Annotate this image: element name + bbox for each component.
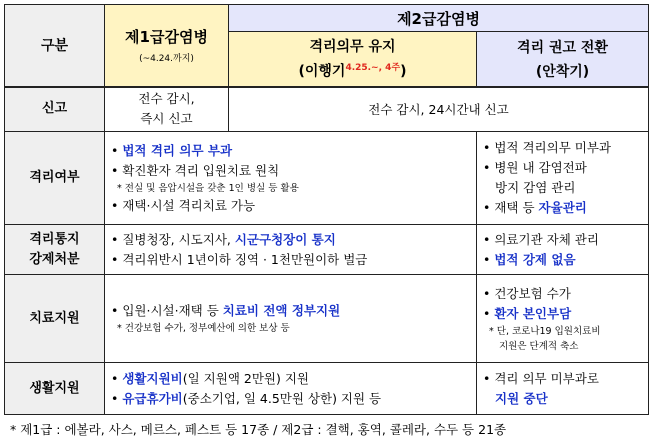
report-label: 신고 (41, 101, 68, 117)
list-item: • 격리 의무 미부과로 (483, 370, 599, 386)
list-item: • 법적 강제 없음 (483, 251, 576, 267)
notice-label-2: 강제처분 (29, 251, 80, 267)
treatment-right (477, 275, 649, 363)
list-item: • 환자 본인부담 (483, 305, 572, 321)
report-grade1-line2: 즉시 신고 (140, 111, 193, 127)
list-item: • 생활지원비(일 지원액 2만원) 지원 (111, 370, 309, 386)
grade1-sub: (~4.24.까지) (139, 54, 194, 65)
report-grade1-line1: 전수 감시, (138, 91, 195, 107)
isolation-note: * 전실 및 음압시설을 갖춘 1인 병실 등 활용 (117, 182, 299, 194)
list-item: • 재택·시설 격리치료 가능 (111, 197, 256, 213)
row-label-living (5, 363, 105, 415)
row-label-isolation (5, 132, 105, 225)
notice-right (477, 225, 649, 275)
list-item: • 격리위반시 1년이하 징역 · 1천만원이하 벌금 (111, 251, 368, 267)
list-item: • 법적 격리 의무 부과 (111, 142, 233, 158)
list-item: • 재택 등 자율관리 (483, 200, 587, 215)
list-item-cont: 지원 중단 (495, 390, 548, 406)
report-grade1 (105, 87, 229, 132)
keep-sub-prefix: (이행기 (298, 64, 346, 81)
list-item: • 건강보험 수가 (483, 285, 571, 301)
infection-grade-table (4, 4, 649, 415)
convert-sub: (안착기) (535, 63, 590, 80)
treatment-label: 치료지원 (29, 310, 80, 326)
category-label: 구분 (40, 38, 69, 55)
header-convert (477, 32, 649, 87)
header-grade2 (229, 5, 649, 32)
list-item: • 병원 내 감염전파 (483, 160, 587, 175)
grade2-title: 제2급감염병 (397, 9, 480, 28)
list-item: • 확진환자 격리 입원치료 원칙 (111, 162, 280, 178)
header-category (5, 5, 105, 87)
list-item: • 입원·시설·재택 등 치료비 전액 정부지원 (111, 303, 341, 318)
list-item: • 질병청장, 시도지사, 시군구청장이 통지 (111, 231, 336, 247)
row-label-treatment (5, 275, 105, 363)
treatment-right-note-1: * 단, 코로나19 입원치료비 (489, 325, 601, 337)
header-grade1 (105, 5, 229, 87)
keep-title: 격리의무 유지 (309, 39, 396, 56)
row-label-report (5, 87, 105, 132)
row-label-notice (5, 225, 105, 275)
isolation-label: 격리여부 (29, 170, 80, 185)
notice-left (105, 225, 477, 275)
report-grade2 (229, 87, 649, 132)
list-item: • 유급휴가비(중소기업, 일 4.5만원 상한) 지원 등 (111, 390, 382, 406)
convert-title: 격리 권고 전환 (517, 39, 608, 56)
header-keep-isolation (229, 32, 477, 87)
list-item: • 법적 격리의무 미부과 (483, 140, 611, 155)
list-item-cont: 방지 감염 관리 (495, 180, 576, 195)
isolation-left (105, 132, 477, 225)
notice-label-1: 격리통지 (29, 231, 80, 247)
list-item: • 의료기관 자체 관리 (483, 231, 599, 247)
living-right (477, 363, 649, 415)
report-grade2-text: 전수 감시, 24시간내 신고 (368, 102, 509, 118)
treatment-right-note-2: 지원은 단계적 축소 (499, 340, 579, 352)
living-left (105, 363, 477, 415)
isolation-right (477, 132, 649, 225)
keep-sub-red: 4.25.~, 4주 (345, 63, 401, 74)
footnote: * 제1급 : 에볼라, 사스, 메르스, 페스트 등 17종 / 제2급 : 결핵, 홍역, 콜레라, 수두 등 21종 (10, 422, 507, 437)
treatment-note: * 건강보험 수가, 정부예산에 의한 보상 등 (117, 323, 290, 334)
grade1-title: 제1급감염병 (125, 28, 208, 47)
keep-sub-suffix: ) (400, 64, 407, 81)
living-label: 생활지원 (29, 380, 80, 396)
treatment-left (105, 275, 477, 363)
